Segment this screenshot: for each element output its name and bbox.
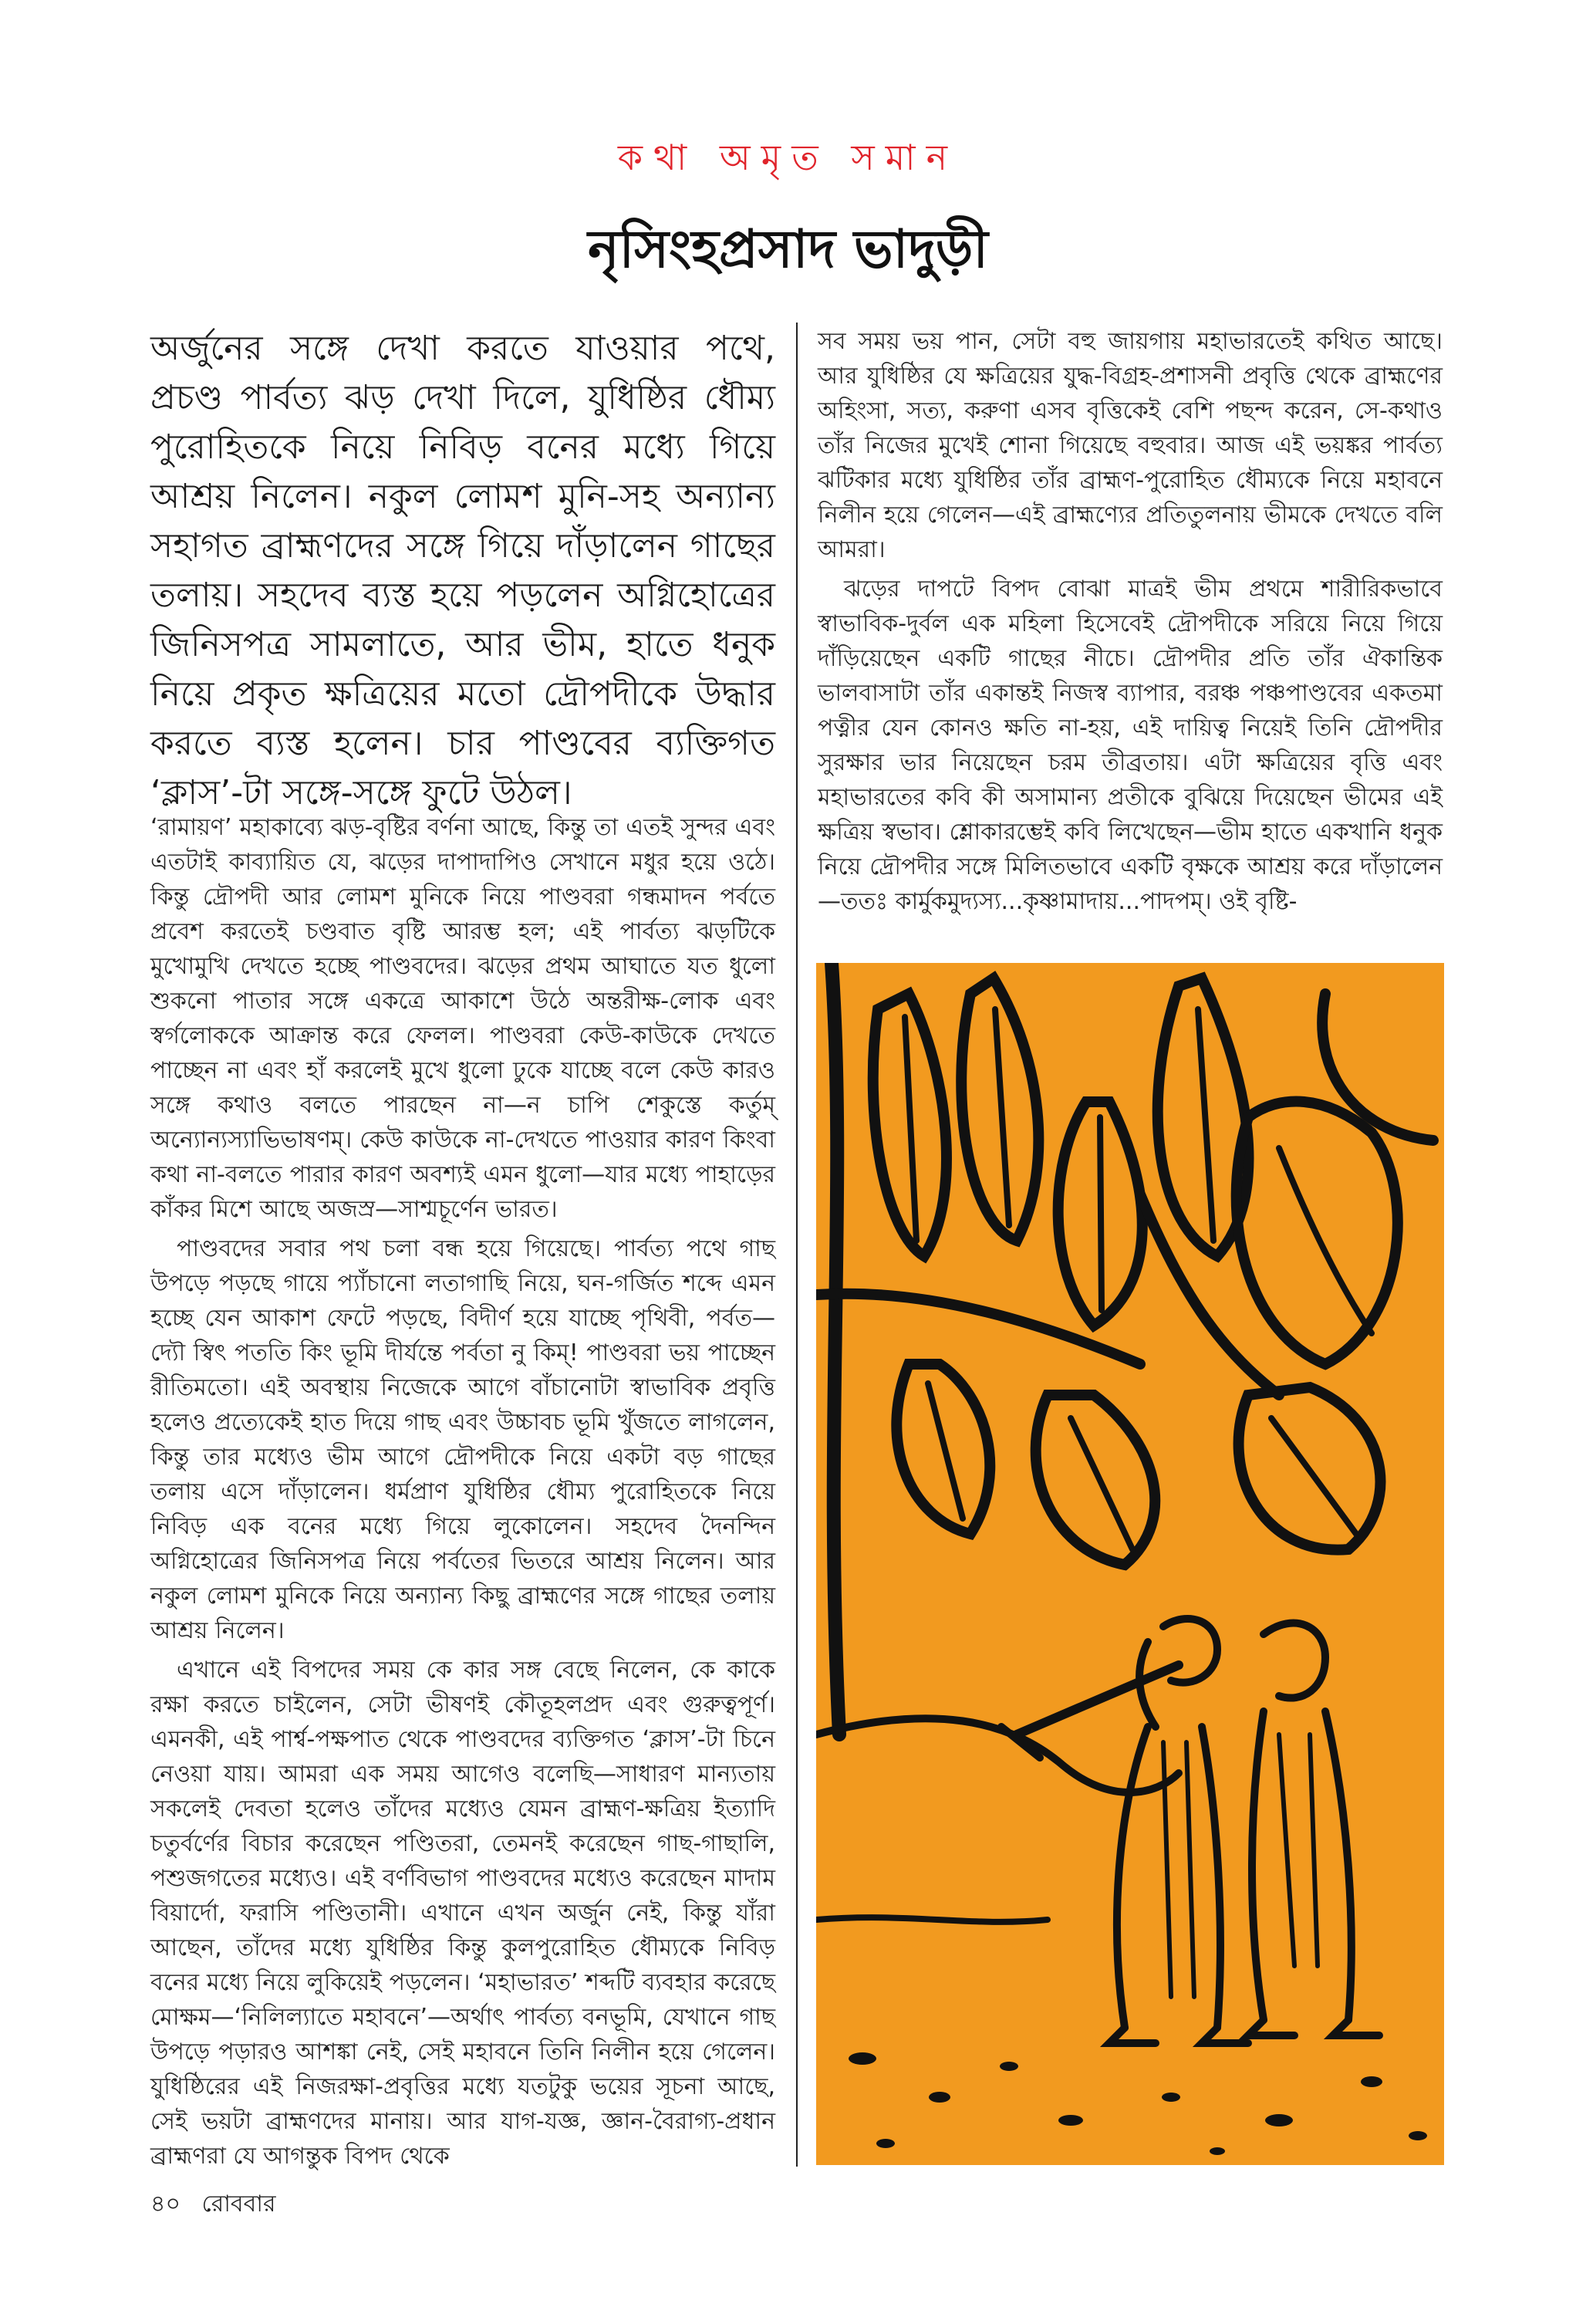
ink-illustration bbox=[816, 963, 1444, 2165]
body-paragraph: পাণ্ডবদের সবার পথ চলা বন্ধ হয়ে গিয়েছে। পার্বত্য পথে গাছ উপড়ে পড়ছে গায়ে প্যাঁচানো লতাগাছি নিয়ে, ঘন-গর্জিত শব্দে এমন হচ্ছে যেন আকাশ ফেটে পড়ছে, বিদীর্ণ হয়ে যাচ্ছে পৃথিবী, পর্বত—দ্যৌ স্বিৎ পততি কিং ভূমি দীর্যন্তে পর্বতা নু কিম্! পাণ্ডবরা ভয় পাচ্ছেন রীতিমতো। এই অবস্থায় নিজেকে আগে বাঁচানোটা স্বাভাবিক প্রবৃত্তি হলেও প্রত্যেকেই হাত দিয়ে গাছ এবং উচ্চাবচ ভূমি খুঁজতে লাগলেন, কিন্তু তার মধ্যেও ভীম আগে দ্রৌপদীকে নিয়ে একটা বড় গাছের তলায় এসে দাঁড়ালেন। ধর্মপ্রাণ যুধিষ্ঠির ধৌম্য পুরোহিতকে নিয়ে নিবিড় এক বনের মধ্যে গিয়ে লুকোলেন। সহদেব দৈনন্দিন অগ্নিহোত্রের জিনিসপত্র নিয়ে পর্বতের ভিতরে আশ্রয় নিলেন। আর নকুল লোমশ মুনিকে নিয়ে অন্যান্য কিছু ব্রাহ্মণের সঙ্গে গাছের তলায় আশ্রয় নিলেন। bbox=[150, 1235, 775, 1644]
column-divider bbox=[796, 323, 798, 2167]
page-footer bbox=[150, 2185, 290, 2224]
page-number: ৪০ bbox=[150, 2191, 181, 2218]
illustration-bhima-draupadi bbox=[816, 963, 1444, 2165]
series-title: কথা অমৃত সমান bbox=[617, 137, 959, 178]
body-paragraph: সব সময় ভয় পান, সেটা বহু জায়গায় মহাভারতেই কথিত আছে। আর যুধিষ্ঠির যে ক্ষত্রিয়ের যুদ্ধ-বিগ্রহ-প্রশাসনী প্রবৃত্তি থেকে ব্রাহ্মণের অহিংসা, সত্য, করুণা এসব বৃত্তিকেই বেশি পছন্দ করেন, সে-কথাও তাঁর নিজের মুখেই শোনা গিয়েছে বহুবার। আজ এই ভয়ঙ্কর পার্বত্য ঝটিকার মধ্যে যুধিষ্ঠির তাঁর ব্রাহ্মণ-পুরোহিত ধৌম্যকে নিয়ে মহাবনে নিলীন হয়ে গেলেন—এই ব্রাহ্মণ্যের প্রতিতুলনায় ভীমকে দেখতে বলি আমরা। bbox=[818, 328, 1443, 563]
body-paragraph: এখানে এই বিপদের সময় কে কার সঙ্গ বেছে নিলেন, কে কাকে রক্ষা করতে চাইলেন, সেটা ভীষণই কৌতূহলপ্রদ এবং গুরুত্বপূর্ণ। এমনকী, এই পার্শ্ব-পক্ষপাত থেকে পাণ্ডবদের ব্যক্তিগত ‘ক্লাস’-টা চিনে নেওয়া যায়। আমরা এক সময় আগেও বলেছি—সাধারণ মান্যতায় সকলেই দেবতা হলেও তাঁদের মধ্যেও যেমন ব্রাহ্মণ-ক্ষত্রিয় ইত্যাদি চতুর্বর্ণের বিচার করেছেন পণ্ডিতরা, তেমনই করেছেন গাছ-গাছালি, পশুজগতের মধ্যেও। এই বর্ণবিভাগ পাণ্ডবদের মধ্যেও করেছেন মাদাম বিয়ার্দো, ফরাসি পণ্ডিতানী। এখানে এখন অর্জুন নেই, কিন্তু যাঁরা আছেন, তাঁদের মধ্যে যুধিষ্ঠির কিন্তু কুলপুরোহিত ধৌম্যকে নিবিড় বনের মধ্যে নিয়ে লুকিয়েই পড়লেন। ‘মহাভারত’ শব্দটি ব্যবহার করেছে মোক্ষম—‘নিলিল্যাতে মহাবনে’—অর্থাৎ পার্বত্য বনভূমি, যেখানে গাছ উপড়ে পড়ারও আশঙ্কা নেই, সেই মহাবনে তিনি নিলীন হয়ে গেলেন। যুধিষ্ঠিরের এই নিজরক্ষা-প্রবৃত্তির মধ্যে যতটুকু ভয়ের সূচনা আছে, সেই ভয়টা ব্রাহ্মণদের মানায়। আর যাগ-যজ্ঞ, জ্ঞান-বৈরাগ্য-প্রধান ব্রাহ্মণরা যে আগন্তুক বিপদ থেকে bbox=[150, 1657, 775, 2170]
right-column bbox=[818, 324, 1443, 924]
lead-paragraph: অর্জুনের সঙ্গে দেখা করতে যাওয়ার পথে, প্রচণ্ড পার্বত্য ঝড় দেখা দিলে, যুধিষ্ঠির ধৌম্য পুরোহিতকে নিয়ে নিবিড় বনের মধ্যে গিয়ে আশ্রয় নিলেন। নকুল লোমশ মুনি-সহ অন্যান্য সহাগত ব্রাহ্মণদের সঙ্গে গিয়ে দাঁড়ালেন গাছের তলায়। সহদেব ব্যস্ত হয়ে পড়লেন অগ্নিহোত্রের জিনিসপত্র সামলাতে, আর ভীম, হাতে ধনুক নিয়ে প্রকৃত ক্ষত্রিয়ের মতো দ্রৌপদীকে উদ্ধার করতে ব্যস্ত হলেন। চার পাণ্ডবের ব্যক্তিগত ‘ক্লাস’-টা সঙ্গে-সঙ্গে ফুটে উঠল। bbox=[150, 329, 775, 812]
magazine-name: রোববার bbox=[201, 2191, 276, 2218]
author-name: নৃসিংহপ্রসাদ ভাদুড়ী bbox=[588, 219, 988, 280]
body-paragraph: ঝড়ের দাপটে বিপদ বোঝা মাত্রই ভীম প্রথমে শারীরিকভাবে স্বাভাবিক-দুর্বল এক মহিলা হিসেবেই দ্রৌপদীকে সরিয়ে নিয়ে গিয়ে দাঁড়িয়েছেন একটি গাছের নীচে। দ্রৌপদীর প্রতি তাঁর ঐকান্তিক ভালবাসাটা তাঁর একান্তই নিজস্ব ব্যাপার, বরঞ্চ পঞ্চপাণ্ডবের একতমা পত্নীর যেন কোনও ক্ষতি না-হয়, এই দায়িত্ব নিয়েই তিনি দ্রৌপদীর সুরক্ষার ভার নিয়েছেন চরম তীব্রতায়। এটা ক্ষত্রিয়ের বৃত্তি এবং মহাভারতের কবি কী অসামান্য প্রতীকে বুঝিয়ে দিয়েছেন ভীমের এই ক্ষত্রিয় স্বভাব। শ্লোকারম্ভেই কবি লিখেছেন—ভীম হাতে একখানি ধনুক নিয়ে দ্রৌপদীর সঙ্গে মিলিতভাবে একটি বৃক্ষকে আশ্রয় করে দাঁড়ালেন—ততঃ কার্মুকমুদ্যস্য...কৃষ্ণামাদায়...পাদপম্। ওই বৃষ্টি- bbox=[818, 576, 1443, 915]
body-paragraph: ‘রামায়ণ’ মহাকাব্যে ঝড়-বৃষ্টির বর্ণনা আছে, কিন্তু তা এতই সুন্দর এবং এতটাই কাব্যায়িত যে, ঝড়ের দাপাদাপিও সেখানে মধুর হয়ে ওঠে। কিন্তু দ্রৌপদী আর লোমশ মুনিকে নিয়ে পাণ্ডবরা গন্ধমাদন পর্বতে প্রবেশ করতেই চণ্ডবাত বৃষ্টি আরম্ভ হল; এই পার্বত্য ঝড়টিকে মুখোমুখি দেখতে হচ্ছে পাণ্ডবদের। ঝড়ের প্রথম আঘাতে যত ধুলো শুকনো পাতার সঙ্গে একত্রে আকাশে উঠে অন্তরীক্ষ-লোক এবং স্বর্গলোককে আক্রান্ত করে ফেলল। পাণ্ডবরা কেউ-কাউকে দেখতে পাচ্ছেন না এবং হাঁ করলেই মুখে ধুলো ঢুকে যাচ্ছে বলে কেউ কারও সঙ্গে কথাও বলতে পারছেন না—ন চাপি শেকুস্তে কর্তুম্ অন্যোন্যস্যাভিভাষণম্। কেউ কাউকে না-দেখতে পাওয়ার কারণ কিংবা কথা না-বলতে পারার কারণ অবশ্যই এমন ধুলো—যার মধ্যে পাহাড়ের কাঁকর মিশে আছে অজস্র—সাশ্মচূর্ণেন ভারত। bbox=[150, 814, 775, 1223]
left-column bbox=[150, 810, 775, 2178]
